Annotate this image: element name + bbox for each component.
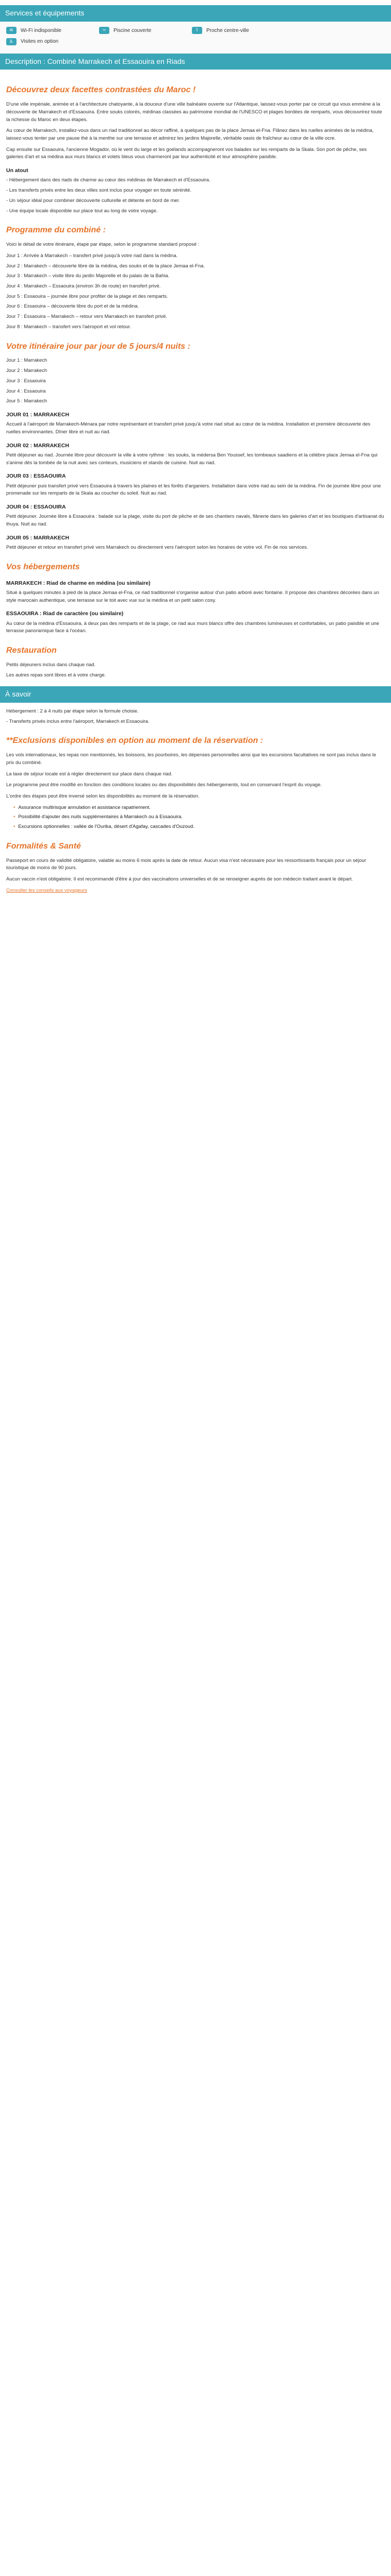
conditions-title: **Exclusions disponibles en option au moment de la réservation : (6, 736, 263, 745)
hotel-heading: ESSAOUIRA : Riad de caractère (ou similaire) (6, 611, 124, 617)
options-list (13, 804, 385, 831)
service-item: ♿ Visites en option (6, 38, 78, 46)
reservation-content (0, 704, 391, 895)
reservation-line: Hébergement : 2 à 4 nuits par étape selon la formule choisie. (6, 708, 139, 714)
main-content (0, 71, 391, 679)
day-text: Petit déjeuner. Journée libre à Essaouira : balade sur la plage, visite du port de pêche et de ses chantiers navals, flânerie dans les galeries d'art et les boutiques d'artisanat du thuya. Nuit au riad. (6, 514, 384, 528)
atout-item: - Un séjour idéal pour combiner découverte culturelle et détente en bord de mer. (6, 197, 180, 204)
list-item: • Possibilité d'ajouter des nuits supplémentaires à Marrakech ou à Essaouira. (13, 814, 385, 821)
paragraph: Le programme peut être modifié en fonction des conditions locales ou des disponibilités des hébergements, tout en conservant l'esprit du voyage. (6, 782, 322, 788)
services-title: Services et équipements (0, 5, 391, 22)
program-line: Jour 8 : Marrakech – transfert vers l'aéroport et vol retour. (6, 324, 132, 330)
itinerary-day: Jour 5 : Marrakech (6, 398, 47, 404)
program-line: Jour 6 : Essaouira – découverte libre du port et de la médina. (6, 303, 139, 310)
list-item: • Excursions optionnelles : vallée de l'Ourika, désert d'Agafay, cascades d'Ouzoud. (13, 823, 385, 831)
day-heading: JOUR 02 : MARRAKECH (6, 442, 69, 449)
discover-title: Découvrez deux facettes contrastées du Maroc ! (6, 86, 196, 95)
itinerary-day: Jour 4 : Essaouira (6, 388, 46, 394)
program-line: Jour 7 : Essaouira – Marrakech – retour vers Marrakech en transfert privé. (6, 314, 168, 320)
pool-icon: ≈ (99, 27, 109, 34)
day-text: Petit déjeuner puis transfert privé vers Essaouira à travers les plaines et les forêts d'arganiers. Installation dans votre riad au sein de la médina. Fin de journée libre pour une promenade sur les remparts de la Skala au coucher du soleil. Nuit au riad. (6, 483, 381, 497)
formalites-title: Formalités & Santé (6, 841, 81, 851)
meal-line: Petits déjeuners inclus dans chaque riad. (6, 662, 96, 668)
water-icon: ⌇ (192, 27, 202, 34)
restauration-title: Restauration (6, 646, 57, 655)
service-item: ≈ Piscine couverte (99, 27, 171, 35)
paragraph: L'ordre des étapes peut être inversé selon les disponibilités au moment de la réservation. (6, 793, 200, 800)
paragraph: Passeport en cours de validité obligatoire, valable au moins 6 mois après la date de retour. Aucun visa n'est nécessaire pour les ressortissants français pour un séjour touristique de moins de 90 jours. (6, 857, 366, 871)
hebergements-title: Vos hébergements (6, 562, 80, 571)
hotel-text: Au cœur de la médina d'Essaouira, à deux pas des remparts et de la plage, ce riad aux murs blancs offre des chambres lumineuses et confortables, un patio paisible et une terrasse panoramique face à l'océan. (6, 620, 379, 634)
day-text: Petit déjeuner au riad. Journée libre pour découvrir la ville à votre rythme : les souks, la médersa Ben Youssef, les tombeaux saadiens et la célèbre place Jemaa el-Fna qui s'anime dès la tombée de la nuit avec ses conteurs, musiciens et stands de cuisine. Nuit au riad. (6, 452, 378, 466)
description-title: Description : Combiné Marrakech et Essaouira en Riads (0, 54, 391, 70)
service-item: ⌇ Proche centre-ville (192, 27, 264, 35)
program-title: Programme du combiné : (6, 226, 106, 235)
meal-line: Les autres repas sont libres et à votre charge. (6, 672, 106, 678)
itinerary-day: Jour 3 : Essaouira (6, 378, 46, 384)
paragraph: Les vols internationaux, les repas non mentionnés, les boissons, les pourboires, les dépenses personnelles ainsi que les excursions facultatives ne sont pas inclus dans le prix du combiné. (6, 752, 377, 766)
atout-item: - Hébergement dans des riads de charme au cœur des médinas de Marrakech et d'Essaouira. (6, 177, 210, 183)
hotel-text: Situé à quelques minutes à pied de la place Jemaa el-Fna, ce riad traditionnel s'organise autour d'un patio arboré avec fontaine. Il propose des chambres décorées dans un style marocain authentique, une terrasse sur le toit avec vue sur la médina et un petit salon cosy. (6, 589, 379, 603)
paragraph: D'une ville impériale, animée et à l'architecture chatoyante, à la douceur d'une ville balnéaire ouverte sur l'Atlantique, laissez-vous porter par ce circuit qui vous emmène à la découverte de Marrakech et d'Essaouira. Entre souks colorés, médinas classées au patrimoine mondial de l'UNESCO et plages bordées de remparts, vous découvrirez toute la richesse du Maroc en deux étapes. (6, 101, 382, 123)
paragraph: Au cœur de Marrakech, installez-vous dans un riad traditionnel au décor raffiné, à quelques pas de la place Jemaa el-Fna. Flânez dans les ruelles animées de la médina, laissez-vous tenter par une pause thé à la menthe sur une terrasse et admirez les jardins Majorelle, véritable oasis de fraîcheur au cœur de la ville ocre. (6, 128, 374, 142)
program-intro: Voici le détail de votre itinéraire, étape par étape, selon le programme standard proposé : (6, 242, 200, 248)
program-line: Jour 5 : Essaouira – journée libre pour profiter de la plage et des remparts. (6, 293, 168, 299)
list-item: • Assurance multirisque annulation et assistance rapatriement. (13, 804, 385, 812)
program-line: Jour 3 : Marrakech – visite libre du jardin Majorelle et du palais de la Bahia. (6, 273, 170, 279)
day-text: Accueil à l'aéroport de Marrakech-Ménara par notre représentant et transfert privé jusqu'à votre riad situé au cœur de la médina. Installation et première découverte des ruelles environnantes. Dîner libre et nuit au riad. (6, 421, 370, 435)
atout-item: - Les transferts privés entre les deux villes sont inclus pour voyager en toute sérénité. (6, 188, 192, 194)
reservation-line: - Transferts privés inclus entre l'aéroport, Marrakech et Essaouira. (6, 718, 150, 724)
day-heading: JOUR 05 : MARRAKECH (6, 534, 69, 541)
reservation-band: À savoir (0, 686, 391, 703)
wifi-icon: ≋ (6, 27, 17, 34)
page (0, 0, 391, 914)
paragraph: Cap ensuite sur Essaouira, l'ancienne Mogador, où le vent du large et les goélands accompagneront vos balades sur les remparts de la Skala. Son port de pêche, ses galeries d'art et sa médina aux murs blancs et volets bleus vous charmeront par leur authenticité et leur atmosphère paisible. (6, 146, 367, 160)
day-heading: JOUR 04 : ESSAOUIRA (6, 504, 66, 511)
atouts-title: Un atout (6, 167, 28, 174)
travel-advice-link[interactable]: Consulter les conseils aux voyageurs (6, 887, 87, 893)
itinerary-title: Votre itinéraire jour par jour de 5 jours/4 nuits : (6, 342, 190, 351)
hotel-heading: MARRAKECH : Riad de charme en médina (ou similaire) (6, 580, 151, 586)
day-heading: JOUR 03 : ESSAOUIRA (6, 473, 66, 480)
itinerary-day: Jour 2 : Marrakech (6, 368, 47, 374)
paragraph: Aucun vaccin n'est obligatoire. Il est recommandé d'être à jour des vaccinations universelles et de se renseigner auprès de son médecin traitant avant le départ. (6, 876, 353, 883)
day-heading: JOUR 01 : MARRAKECH (6, 412, 69, 418)
program-line: Jour 1 : Arrivée à Marrakech – transfert privé jusqu'à votre riad dans la médina. (6, 252, 178, 259)
service-item: ≋ Wi-Fi indisponible (6, 27, 78, 35)
program-line: Jour 4 : Marrakech – Essaouira (environ 3h de route) en transfert privé. (6, 283, 161, 290)
services-list (0, 23, 391, 54)
day-text: Petit déjeuner et retour en transfert privé vers Marrakech ou directement vers l'aéroport selon les horaires de votre vol. Fin de nos services. (6, 545, 308, 551)
itinerary-day: Jour 1 : Marrakech (6, 358, 47, 364)
accessibility-icon: ♿ (6, 38, 17, 45)
program-line: Jour 2 : Marrakech – découverte libre de la médina, des souks et de la place Jemaa el-Fna. (6, 263, 205, 269)
atout-item: - Une équipe locale disponible sur place tout au long de votre voyage. (6, 208, 158, 214)
paragraph: La taxe de séjour locale est à régler directement sur place dans chaque riad. (6, 771, 173, 777)
